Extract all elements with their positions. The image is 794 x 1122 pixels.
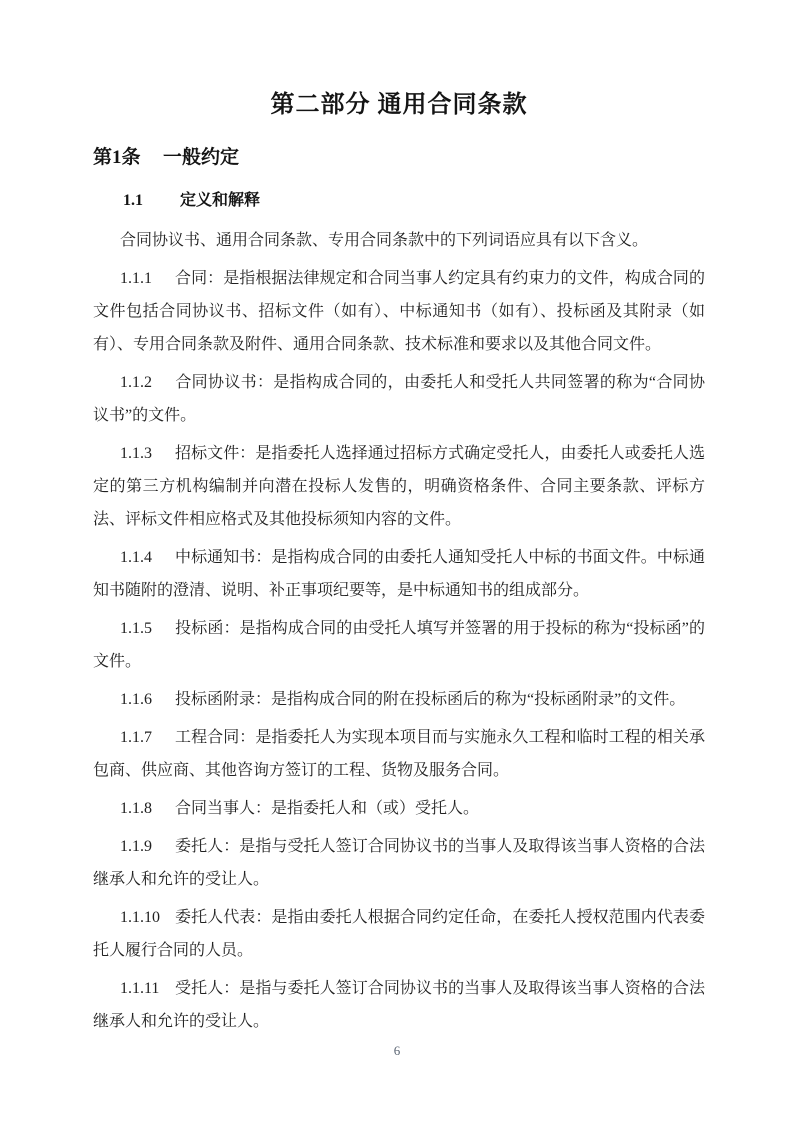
definition-item-1-1-8	[93, 792, 705, 825]
definition-number: 1.1.2	[120, 374, 152, 391]
section-number: 1.1	[123, 192, 143, 209]
definition-number: 1.1.10	[120, 909, 160, 926]
definition-text: 委托人代表：是指由委托人根据合同约定任命，在委托人授权范围内代表委托人履行合同的人员。	[93, 909, 705, 959]
definition-item-1-1-9	[93, 830, 705, 896]
definition-number: 1.1.8	[120, 800, 152, 817]
definition-item-1-1-1	[93, 262, 705, 361]
definition-text: 招标文件：是指委托人选择通过招标方式确定受托人，由委托人或委托人选定的第三方机构编制并向潜在投标人发售的，明确资格条件、合同主要条款、评标方法、评标文件相应格式及其他投标须知内容的文件。	[93, 445, 705, 528]
definition-text: 中标通知书：是指构成合同的由委托人通知受托人中标的书面文件。中标通知书随附的澄清、说明、补正事项纪要等，是中标通知书的组成部分。	[93, 549, 705, 599]
definition-number: 1.1.7	[120, 729, 152, 746]
article-number: 第1条	[93, 147, 141, 168]
definition-number: 1.1.11	[120, 980, 160, 997]
definition-text: 投标函：是指构成合同的由受托人填写并签署的用于投标的称为“投标函”的文件。	[93, 620, 705, 670]
definition-number: 1.1.3	[120, 445, 152, 462]
definition-number: 1.1.6	[120, 691, 152, 708]
definition-item-1-1-6	[93, 683, 705, 716]
definition-item-1-1-4	[93, 541, 705, 607]
article-title: 一般约定	[163, 147, 240, 168]
definition-text: 合同当事人：是指委托人和（或）受托人。	[175, 800, 480, 817]
definition-number: 1.1.5	[120, 620, 152, 637]
definition-item-1-1-7	[93, 721, 705, 787]
definition-text: 委托人：是指与受托人签订合同协议书的当事人及取得该当事人资格的合法继承人和允许的受让人。	[93, 838, 705, 888]
definition-item-1-1-10	[93, 901, 705, 967]
page-number: 6	[393, 1043, 401, 1058]
definition-item-1-1-5	[93, 612, 705, 678]
definition-item-1-1-2	[93, 366, 705, 432]
definition-text: 受托人：是指与委托人签订合同协议书的当事人及取得该当事人资格的合法继承人和允许的受让人。	[93, 980, 705, 1030]
definition-number: 1.1.9	[120, 838, 152, 855]
section-title: 定义和解释	[180, 192, 261, 209]
article-heading	[93, 144, 705, 172]
intro-paragraph: 合同协议书、通用合同条款、专用合同条款中的下列词语应具有以下含义。	[120, 232, 649, 249]
section-heading	[93, 188, 705, 214]
page-title: 第二部分 通用合同条款	[270, 92, 528, 118]
definition-item-1-1-11	[93, 972, 705, 1038]
definition-text: 合同协议书：是指构成合同的，由委托人和受托人共同签署的称为“合同协议书”的文件。	[93, 374, 705, 424]
definition-text: 工程合同：是指委托人为实现本项目而与实施永久工程和临时工程的相关承包商、供应商、其他咨询方签订的工程、货物及服务合同。	[93, 729, 705, 779]
definition-number: 1.1.4	[120, 549, 152, 566]
definition-item-1-1-3	[93, 437, 705, 536]
definition-text: 投标函附录：是指构成合同的附在投标函后的称为“投标函附录”的文件。	[175, 691, 686, 708]
definition-text: 合同：是指根据法律规定和合同当事人约定具有约束力的文件，构成合同的文件包括合同协议书、招标文件（如有）、中标通知书（如有）、投标函及其附录（如有）、专用合同条款及附件、通用合同条款、技术标准和要求以及其他合同文件。	[93, 270, 705, 353]
definition-number: 1.1.1	[120, 270, 152, 287]
